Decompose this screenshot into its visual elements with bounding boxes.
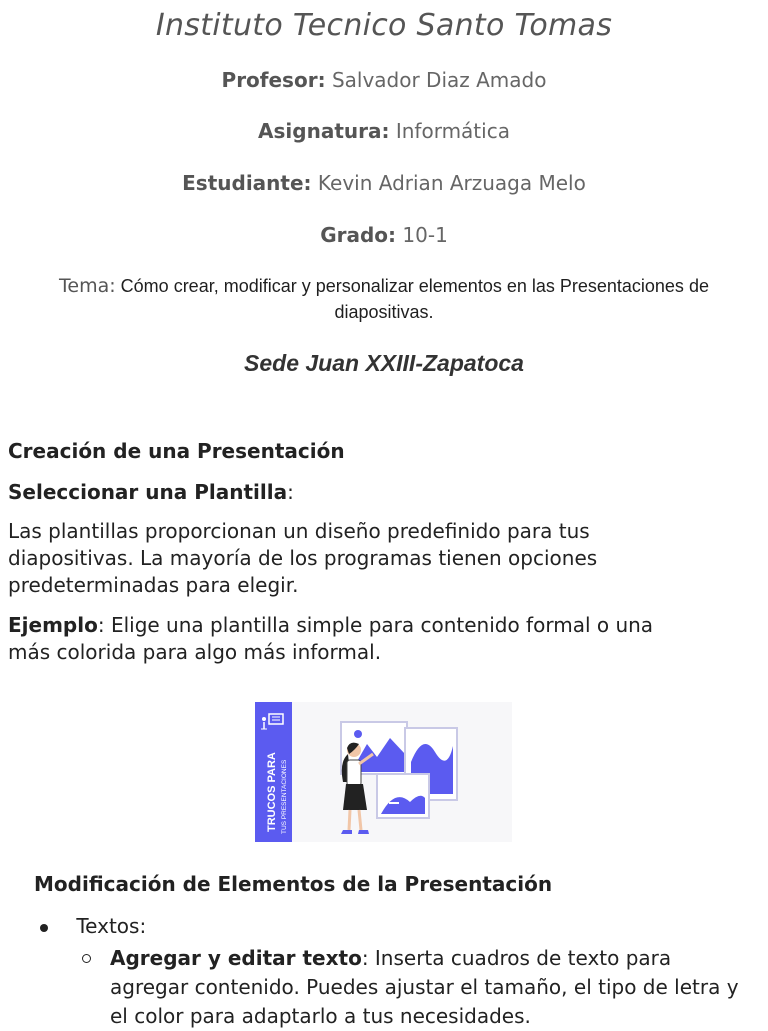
subheading-plantilla-suffix: : — [287, 480, 294, 504]
estudiante-label: Estudiante: — [182, 171, 312, 195]
subbullet-agregar-text: : Inserta cuadros de texto para agregar contenido. Puedes ajustar el tamaño, el tipo de letra y el color para adaptarlo a tus necesidades. — [110, 946, 739, 1028]
profesor-value: Salvador Diaz Amado — [331, 68, 547, 92]
ejemplo-text: : Elige una plantilla simple para contenido formal o una más colorida para algo más informal. — [8, 613, 654, 664]
subbullet-agregar-texto — [80, 944, 740, 1031]
bullet-circle-icon — [82, 954, 91, 963]
profesor-label: Profesor: — [221, 68, 326, 92]
bullet-textos-label: Textos: — [76, 914, 147, 938]
section-heading-creacion: Creación de una Presentación — [8, 439, 345, 463]
grado-label: Grado: — [320, 223, 397, 247]
profesor-line — [0, 68, 768, 92]
tema-value: Cómo crear, modificar y personalizar elementos en las Presentaciones de diapositivas. — [120, 276, 709, 322]
illustration-image — [255, 702, 512, 842]
sede-line: Sede Juan XXIII-Zapatoca — [244, 350, 524, 376]
paragraph-plantillas: Las plantillas proporcionan un diseño predefinido para tus diapositivas. La mayoría de los programas tienen opciones predeterminadas para elegir. — [8, 519, 598, 597]
banner-title: TRUCOS PARA — [266, 752, 278, 832]
ejemplo-label: Ejemplo — [8, 613, 98, 637]
grado-line — [0, 223, 768, 247]
tema-line — [0, 273, 768, 325]
asignatura-label: Asignatura: — [258, 119, 390, 143]
grado-value: 10-1 — [402, 223, 448, 247]
illustration-svg — [255, 702, 512, 842]
asignatura-value: Informática — [395, 119, 510, 143]
estudiante-value: Kevin Adrian Arzuaga Melo — [317, 171, 586, 195]
section-heading-modificacion: Modificación de Elementos de la Presentación — [34, 872, 553, 896]
asignatura-line — [0, 119, 768, 143]
bullet-disc-icon — [40, 924, 48, 932]
subheading-plantilla-label: Seleccionar una Plantilla — [8, 480, 288, 504]
subheading-plantilla — [8, 479, 698, 506]
tema-label: Tema: — [59, 275, 116, 297]
estudiante-line — [0, 171, 768, 195]
document-title: Instituto Tecnico Santo Tomas — [155, 8, 613, 43]
banner-subtitle: TUS PRESENTACIONES — [281, 759, 288, 834]
subbullet-agregar-label: Agregar y editar texto — [110, 946, 362, 970]
bullet-textos — [40, 914, 146, 938]
paragraph-ejemplo — [8, 612, 688, 666]
